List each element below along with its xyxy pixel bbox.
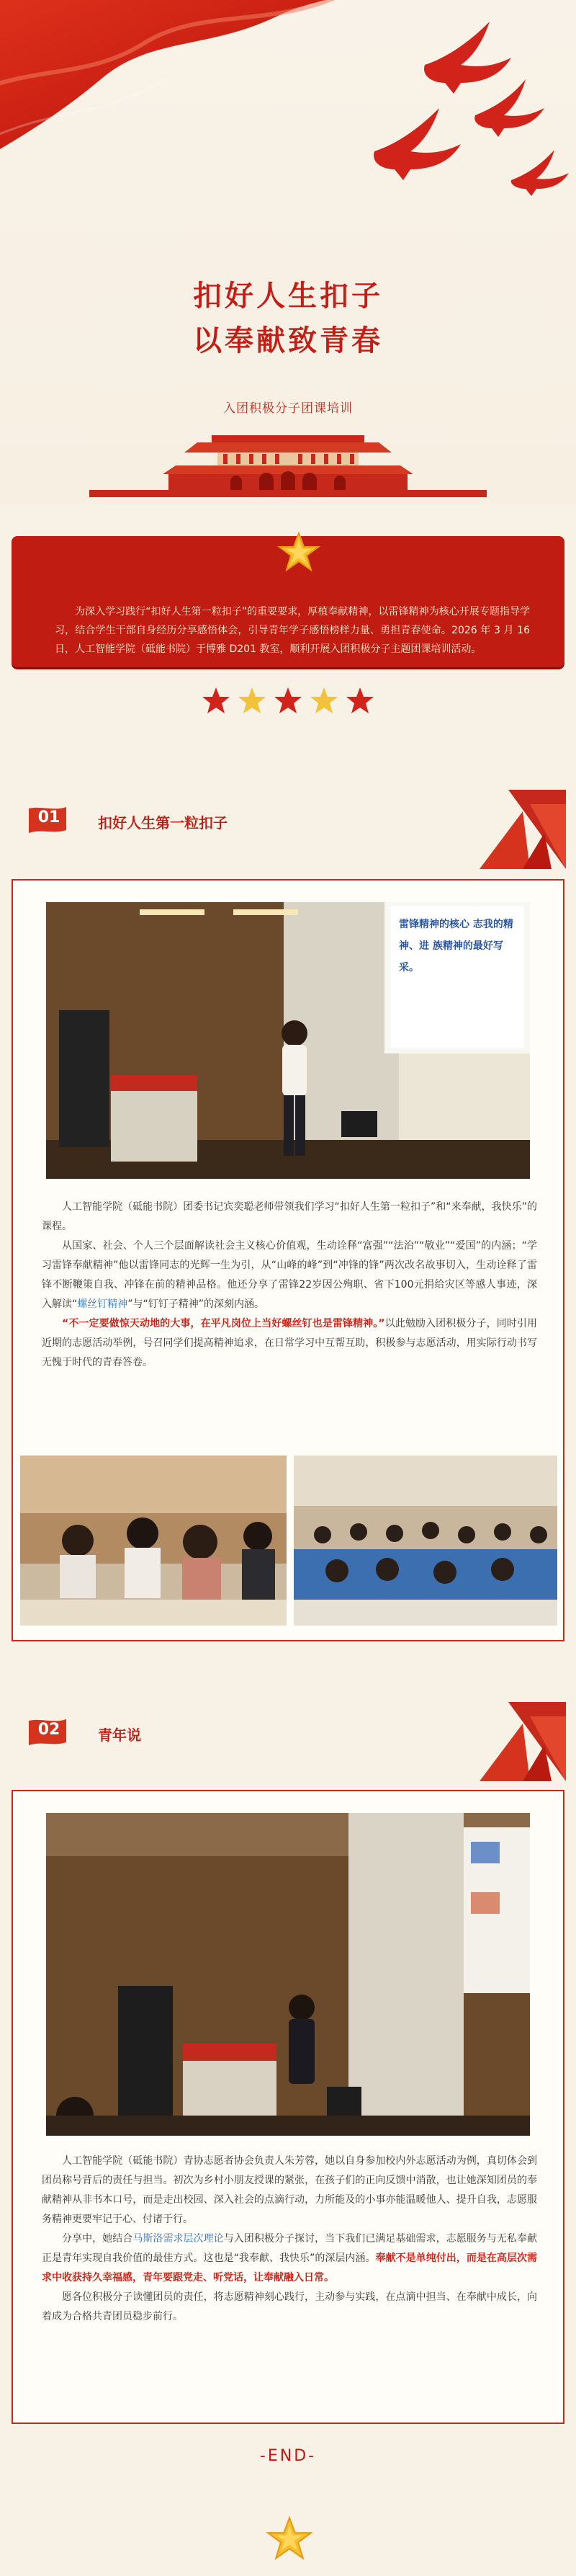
section1-heading: [0, 785, 576, 857]
section1-quote: “不一定要做惊天动地的大事，在平凡岗位上当好螺丝钉也是雷锋精神。”: [62, 1318, 385, 1329]
section1-title: 扣好人生第一粒扣子: [98, 814, 228, 832]
section2-highlight: 奉献不是单纯付出，而是在高层次需求中收获持久幸福感，青年要跟党走、听党话，让奉献融入日常。: [42, 2252, 538, 2283]
luosiding-link[interactable]: 螺丝钉精神: [77, 1298, 128, 1310]
section1-p3-rest: 以此勉励入团积极分子，同时引用近期的志愿活动举例，号召同学们提高精神追求，在日常学习中互帮互助，积极参与志愿活动，用实际行动书写无愧于时代的青春答卷。: [42, 1318, 537, 1368]
red-star-icon: [346, 686, 374, 715]
subtitle: 入团积极分子团课培训: [223, 401, 353, 416]
section1-p3: [42, 1314, 537, 1373]
section2-heading: [0, 1698, 576, 1770]
gold-star-icon: [265, 2515, 314, 2564]
slide-text: 雷锋精神的核心 志我的精神、进 族精神的最好写 采。: [399, 919, 513, 973]
section2-paragraphs: [42, 2152, 537, 2327]
section2-p2-text-b: 与入团积极分子探讨，当下我们已满足基础需求，志愿服务与无私奉献正是青年实现自我价值的最佳方式。这也是“我奉献、我快乐”的深层内涵。: [42, 2233, 538, 2264]
section1-content-box: [12, 879, 564, 1641]
section2-p1: 人工智能学院（砥能书院）青协志愿者协会负责人朱芳蓉，她以自身参加校内外志愿活动为例，真切体会到团员称号背后的责任与担当。初次为乡村小朋友授课的紧张，在孩子们的正向反馈中消散，也让她深知团员的奉献精神从非书本口号，而是走出校园、深入社会的点滴行动，力所能及的小事亦能温暖他人、提升自我，志愿服务精神更要牢记于心、付诸于行。: [42, 2155, 537, 2225]
end-label: -END-: [259, 2447, 317, 2465]
section2-p2: [42, 2229, 537, 2288]
section2-p2-text-a: 分享中，她结合: [62, 2233, 133, 2245]
main-title-line2: 以奉献致青春: [193, 324, 383, 357]
star-divider: [0, 686, 576, 715]
intro-text: 为深入学习践行“扣好人生第一粒扣子”的重要要求，厚植奉献精神，以雷锋精神为核心开展专题指导学习，结合学生干部自身经历分享感悟体会，引导青年学子感悟榜样力量、勇担青春使命。2026 年 3 月 16 日，人工智能学院（砥能书院）于博雅 D201 教室，顺利开展入团积极分子主题团课培训活动。: [55, 606, 530, 655]
section1-p2-text-a: 从国家、社会、个人三个层面解读社会主义核心价值观，生动诠释“富强”“法治”“敬业”“爱国”的内涵；“学习雷锋奉献精神”他以雷锋同志的光辉一生为引，从“山峰的峰”到“冲锋的锋”两次改名故事切入，生动诠释了雷锋不断鞭策自我、冲锋在前的精神品格。他还分享了雷锋22岁因公殉职、省下100元捐给灾区等感人事迹，深入解读“: [42, 1240, 537, 1310]
red-star-icon: [274, 686, 302, 715]
red-star-icon: [202, 686, 230, 715]
classroom-photo-right: [294, 1456, 557, 1626]
section1-p2: [42, 1236, 537, 1314]
section2-number: 02: [37, 1721, 60, 1739]
red-flag-corner-icon: [480, 1702, 566, 1781]
main-title-line1: 扣好人生扣子: [193, 279, 383, 313]
section1-p2-text-b: ”与“钉钉子精神”的深刻内涵。: [127, 1298, 265, 1310]
header-banner: [0, 0, 576, 504]
speaker-photo: [46, 1813, 530, 2136]
section2-p3: 愿各位积极分子读懂团员的责任，将志愿精神刻心践行，主动参与实践，在点滴中担当、在奉献中成长，向着成为合格共青团员稳步前行。: [42, 2291, 537, 2322]
section1-p1: 人工智能学院（砥能书院）团委书记宾奕聪老师带领我们学习“扣好人生第一粒扣子”和“来奉献，我快乐”的课程。: [42, 1201, 537, 1232]
section2-title: 青年说: [98, 1726, 141, 1744]
section1-number: 01: [37, 808, 60, 826]
flying-doves-icon: [317, 14, 576, 245]
tiananmen-icon: [89, 431, 487, 497]
section1-paragraphs: [42, 1198, 537, 1373]
intro-card: [12, 536, 564, 667]
red-flag-corner-icon: [480, 790, 566, 869]
maslow-link[interactable]: 马斯洛需求层次理论: [132, 2233, 224, 2245]
students-photo-left: [20, 1456, 287, 1626]
gold-star-icon: [238, 686, 266, 715]
gold-star-icon: [276, 530, 321, 575]
gold-star-icon: [310, 686, 338, 715]
section2-content-box: [12, 1790, 564, 2424]
lecture-photo: [46, 902, 530, 1179]
